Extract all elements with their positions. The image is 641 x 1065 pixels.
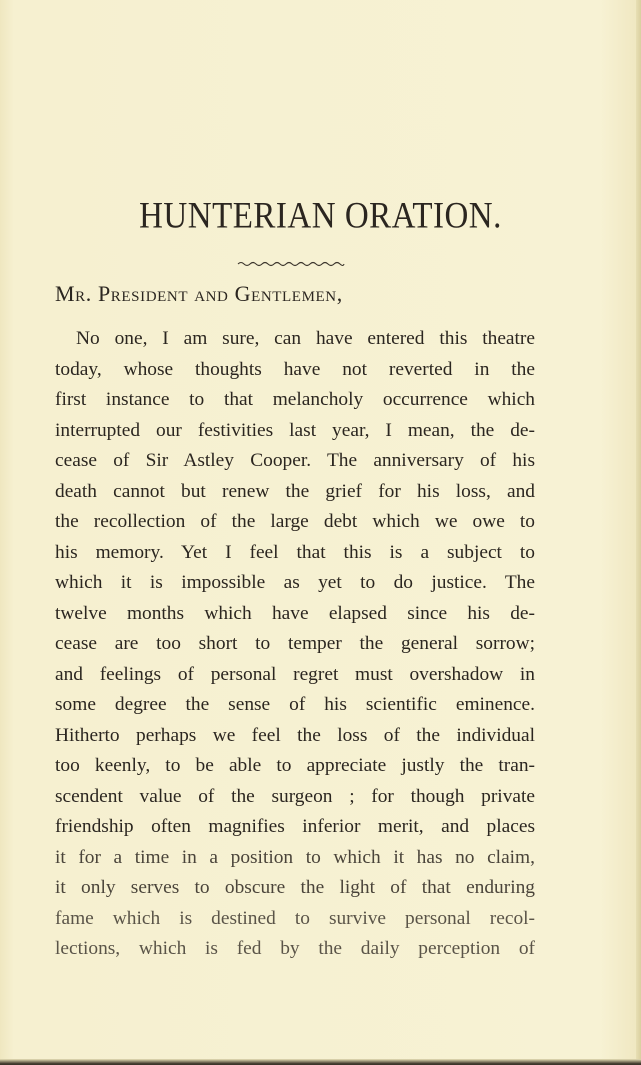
text-line: it for a time in a position to which it has no claim, [55, 846, 535, 868]
page-edge-right [636, 0, 641, 1065]
text-line: interrupted our festivities last year, I mean, the de- [55, 419, 535, 441]
text-line: first instance to that melancholy occurrence which [55, 389, 535, 410]
text-line: today, whose thoughts have not reverted in the [55, 358, 535, 380]
text-line: death cannot but renew the grief for his loss, and [55, 480, 535, 502]
wavy-rule-ornament [236, 259, 346, 269]
text-line: fame which is destined to survive personal recol- [55, 907, 535, 929]
text-line: the recollection of the large debt which we owe to [55, 511, 535, 532]
text-line: his memory. Yet I feel that this is a subject to [55, 541, 535, 563]
text-line: it only serves to obscure the light of that enduring [55, 877, 535, 898]
text-line: Hitherto perhaps we feel the loss of the individual [55, 724, 535, 746]
text-line: cease are too short to temper the general sorrow; [55, 633, 535, 654]
text-line: friendship often magnifies inferior merit, and places [55, 816, 535, 837]
text-line: cease of Sir Astley Cooper. The anniversary of his [55, 450, 535, 471]
text-line: some degree the sense of his scientific eminence. [55, 694, 535, 715]
text-line: lections, which is fed by the daily perception of [55, 938, 535, 959]
text-line: which it is impossible as yet to do justice. The [55, 572, 535, 593]
text-line: No one, I am sure, can have entered this theatre [76, 328, 535, 349]
text-line: and feelings of personal regret must overshadow in [55, 663, 535, 685]
text-line: too keenly, to be able to appreciate justly the tran- [55, 755, 535, 776]
salutation: Mr. President and Gentlemen, [55, 281, 343, 306]
body-paragraph [55, 324, 535, 965]
page-edge-bottom [0, 1059, 641, 1065]
text-line: scendent value of the surgeon ; for though private [55, 785, 535, 807]
page-title: HUNTERIAN ORATION. [139, 196, 502, 237]
text-line: twelve months which have elapsed since his de- [55, 602, 535, 624]
